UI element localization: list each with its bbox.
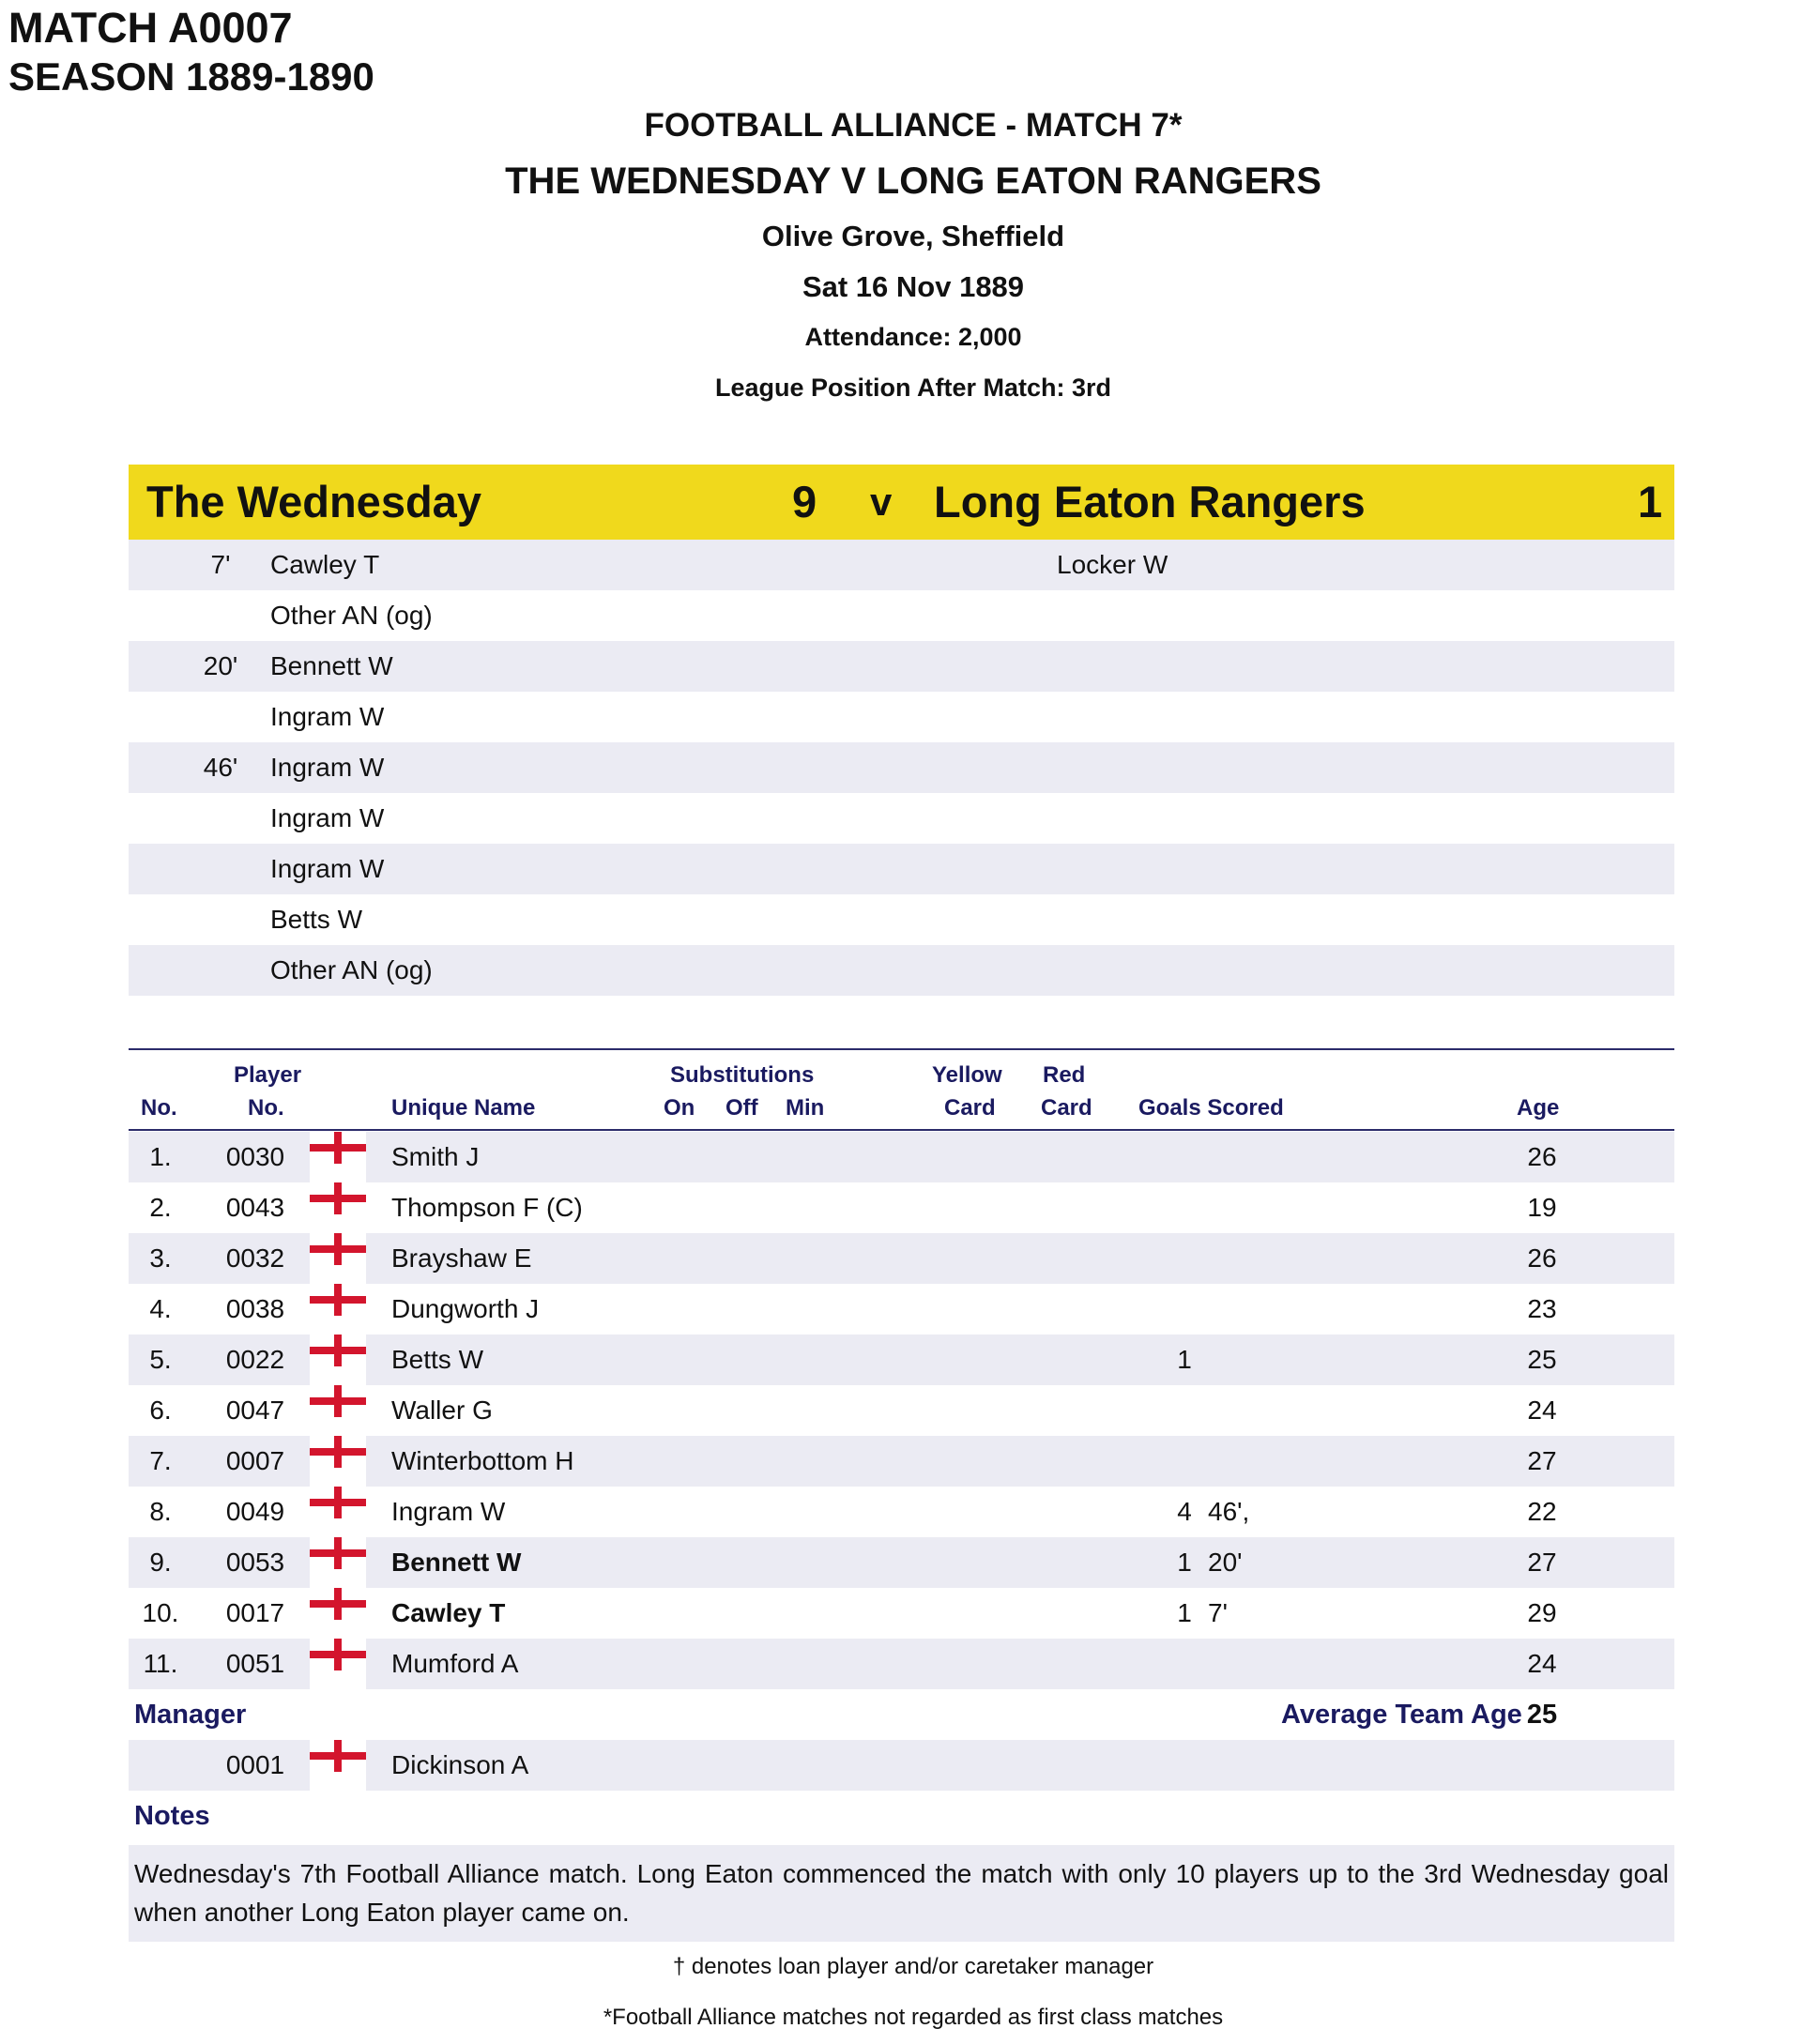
venue: Olive Grove, Sheffield xyxy=(761,220,1065,252)
player-age: 29 xyxy=(1527,1598,1557,1627)
player-row xyxy=(129,1182,1674,1233)
scorer-row xyxy=(129,844,1674,894)
header-yellow: Yellow xyxy=(932,1062,1002,1088)
player-name: Bennett W xyxy=(391,1548,522,1577)
player-number: 0053 xyxy=(225,1548,285,1577)
player-row xyxy=(129,1132,1674,1182)
player-number: 0049 xyxy=(225,1497,285,1526)
home-scorer: Bennett W xyxy=(270,651,393,680)
loan-footnote: † denotes loan player and/or caretaker manager xyxy=(672,1954,1154,1979)
scorer-row xyxy=(129,793,1674,844)
player-name: Betts W xyxy=(391,1345,484,1374)
goal-minute: 46' xyxy=(203,753,238,782)
shirt-number: 2. xyxy=(149,1193,172,1222)
player-name: Cawley T xyxy=(391,1598,506,1627)
home-scorer: Ingram W xyxy=(270,803,385,832)
header-player-no: No. xyxy=(248,1095,284,1121)
goal-minutes: 20' xyxy=(1208,1548,1243,1577)
average-age-label: Average Team Age xyxy=(1281,1700,1522,1730)
england-flag-icon xyxy=(310,1740,366,1772)
shirt-number: 3. xyxy=(149,1243,172,1273)
england-flag-icon xyxy=(310,1132,366,1164)
scorer-row xyxy=(129,540,1674,590)
player-number: 0038 xyxy=(225,1294,285,1323)
manager-heading: Manager xyxy=(134,1700,247,1730)
shirt-number: 10. xyxy=(142,1598,179,1627)
player-row xyxy=(129,1385,1674,1436)
goals-count: 1 xyxy=(1177,1548,1192,1577)
player-name: Mumford A xyxy=(391,1649,519,1678)
header-sub-off: Off xyxy=(725,1095,758,1121)
manager-number: 0001 xyxy=(225,1750,285,1779)
shirt-number: 7. xyxy=(149,1446,172,1475)
player-row xyxy=(129,1537,1674,1588)
scorer-row xyxy=(129,641,1674,692)
player-name: Ingram W xyxy=(391,1497,506,1526)
home-scorer: Ingram W xyxy=(270,753,385,782)
alliance-footnote: *Football Alliance matches not regarded as first class matches xyxy=(603,2005,1224,2030)
match-code: MATCH A0007 xyxy=(8,4,293,52)
header-sub-on: On xyxy=(664,1095,695,1121)
home-score: 9 xyxy=(792,477,817,526)
goal-minute: 7' xyxy=(210,550,231,579)
shirt-number: 8. xyxy=(149,1497,172,1526)
england-flag-icon xyxy=(310,1588,366,1620)
player-age: 24 xyxy=(1527,1649,1557,1678)
versus-label: v xyxy=(870,480,893,524)
player-age: 24 xyxy=(1527,1396,1557,1425)
england-flag-icon xyxy=(310,1385,366,1417)
player-number: 0043 xyxy=(225,1193,285,1222)
table-header-rule xyxy=(129,1129,1674,1131)
header-player: Player xyxy=(234,1062,302,1088)
shirt-number: 6. xyxy=(149,1396,172,1425)
player-number: 0017 xyxy=(225,1598,285,1627)
competition-title: FOOTBALL ALLIANCE - MATCH 7* xyxy=(644,107,1183,144)
match-date: Sat 16 Nov 1889 xyxy=(802,270,1025,303)
england-flag-icon xyxy=(310,1537,366,1569)
shirt-number: 1. xyxy=(149,1142,172,1171)
home-scorer: Other AN (og) xyxy=(270,955,433,984)
home-scorer: Cawley T xyxy=(270,550,380,579)
player-age: 26 xyxy=(1527,1142,1557,1171)
player-age: 22 xyxy=(1527,1497,1557,1526)
average-age-value: 25 xyxy=(1526,1700,1558,1730)
goals-count: 4 xyxy=(1177,1497,1192,1526)
notes-box xyxy=(129,1845,1674,1942)
england-flag-icon xyxy=(310,1436,366,1468)
england-flag-icon xyxy=(310,1233,366,1265)
england-flag-icon xyxy=(310,1335,366,1366)
player-row xyxy=(129,1233,1674,1284)
player-row xyxy=(129,1335,1674,1385)
league-position: League Position After Match: 3rd xyxy=(714,374,1112,402)
player-number: 0022 xyxy=(225,1345,285,1374)
scorer-row xyxy=(129,742,1674,793)
player-age: 23 xyxy=(1527,1294,1557,1323)
away-scorer: Locker W xyxy=(1057,550,1168,579)
player-name: Winterbottom H xyxy=(391,1446,574,1475)
header-age: Age xyxy=(1517,1095,1560,1121)
scorer-row xyxy=(129,692,1674,742)
player-age: 27 xyxy=(1527,1548,1557,1577)
score-bar xyxy=(129,465,1674,540)
england-flag-icon xyxy=(310,1284,366,1316)
header-no: No. xyxy=(141,1095,177,1121)
away-team: Long Eaton Rangers xyxy=(934,477,1366,526)
player-name: Dungworth J xyxy=(391,1294,540,1323)
player-number: 0007 xyxy=(225,1446,285,1475)
season-label: SEASON 1889-1890 xyxy=(8,54,374,99)
away-score: 1 xyxy=(1638,477,1663,526)
home-scorer: Other AN (og) xyxy=(270,601,433,630)
england-flag-icon xyxy=(310,1182,366,1214)
home-scorer: Ingram W xyxy=(270,854,385,883)
goals-count: 1 xyxy=(1177,1598,1192,1627)
player-name: Smith J xyxy=(391,1142,480,1171)
shirt-number: 5. xyxy=(149,1345,172,1374)
player-number: 0032 xyxy=(225,1243,285,1273)
scorer-row xyxy=(129,590,1674,641)
player-row xyxy=(129,1436,1674,1487)
player-row xyxy=(129,1588,1674,1639)
player-name: Brayshaw E xyxy=(391,1243,532,1273)
header-substitutions: Substitutions xyxy=(670,1062,815,1088)
scorer-row xyxy=(129,894,1674,945)
player-row xyxy=(129,1284,1674,1335)
manager-row xyxy=(129,1740,1674,1791)
shirt-number: 4. xyxy=(149,1294,172,1323)
player-age: 25 xyxy=(1527,1345,1557,1374)
manager-name: Dickinson A xyxy=(391,1750,529,1779)
header-red: Red xyxy=(1043,1062,1086,1088)
header-goals-scored: Goals Scored xyxy=(1138,1095,1284,1121)
player-name: Thompson F (C) xyxy=(391,1193,583,1222)
shirt-number: 11. xyxy=(143,1649,178,1678)
goal-minutes: 46', xyxy=(1208,1497,1250,1526)
attendance: Attendance: 2,000 xyxy=(804,323,1022,351)
home-scorer: Betts W xyxy=(270,905,363,934)
england-flag-icon xyxy=(310,1639,366,1670)
player-number: 0051 xyxy=(225,1649,285,1678)
fixture-title: THE WEDNESDAY V LONG EATON RANGERS xyxy=(505,160,1321,202)
header-red-card: Card xyxy=(1041,1095,1092,1121)
header-yellow-card: Card xyxy=(944,1095,996,1121)
goals-count: 1 xyxy=(1177,1345,1192,1374)
notes-heading: Notes xyxy=(134,1801,210,1831)
home-team: The Wednesday xyxy=(146,477,481,526)
player-row xyxy=(129,1639,1674,1689)
scorer-row xyxy=(129,945,1674,996)
header-sub-min: Min xyxy=(786,1095,825,1121)
player-age: 27 xyxy=(1527,1446,1557,1475)
player-age: 19 xyxy=(1527,1193,1557,1222)
player-name: Waller G xyxy=(391,1396,493,1425)
shirt-number: 9. xyxy=(149,1548,172,1577)
player-number: 0030 xyxy=(225,1142,285,1171)
player-row xyxy=(129,1487,1674,1537)
player-age: 26 xyxy=(1527,1243,1557,1273)
table-top-rule xyxy=(129,1048,1674,1050)
england-flag-icon xyxy=(310,1487,366,1518)
header-unique-name: Unique Name xyxy=(391,1095,536,1121)
goal-minutes: 7' xyxy=(1208,1598,1228,1627)
goal-minute: 20' xyxy=(203,651,238,680)
notes-text: Wednesday's 7th Football Alliance match. Long Eaton commenced the match with only 10 players up to the 3rd Wednesday goal when another Long Eaton player came on. xyxy=(134,1859,1669,1927)
player-number: 0047 xyxy=(225,1396,285,1425)
home-scorer: Ingram W xyxy=(270,702,385,731)
